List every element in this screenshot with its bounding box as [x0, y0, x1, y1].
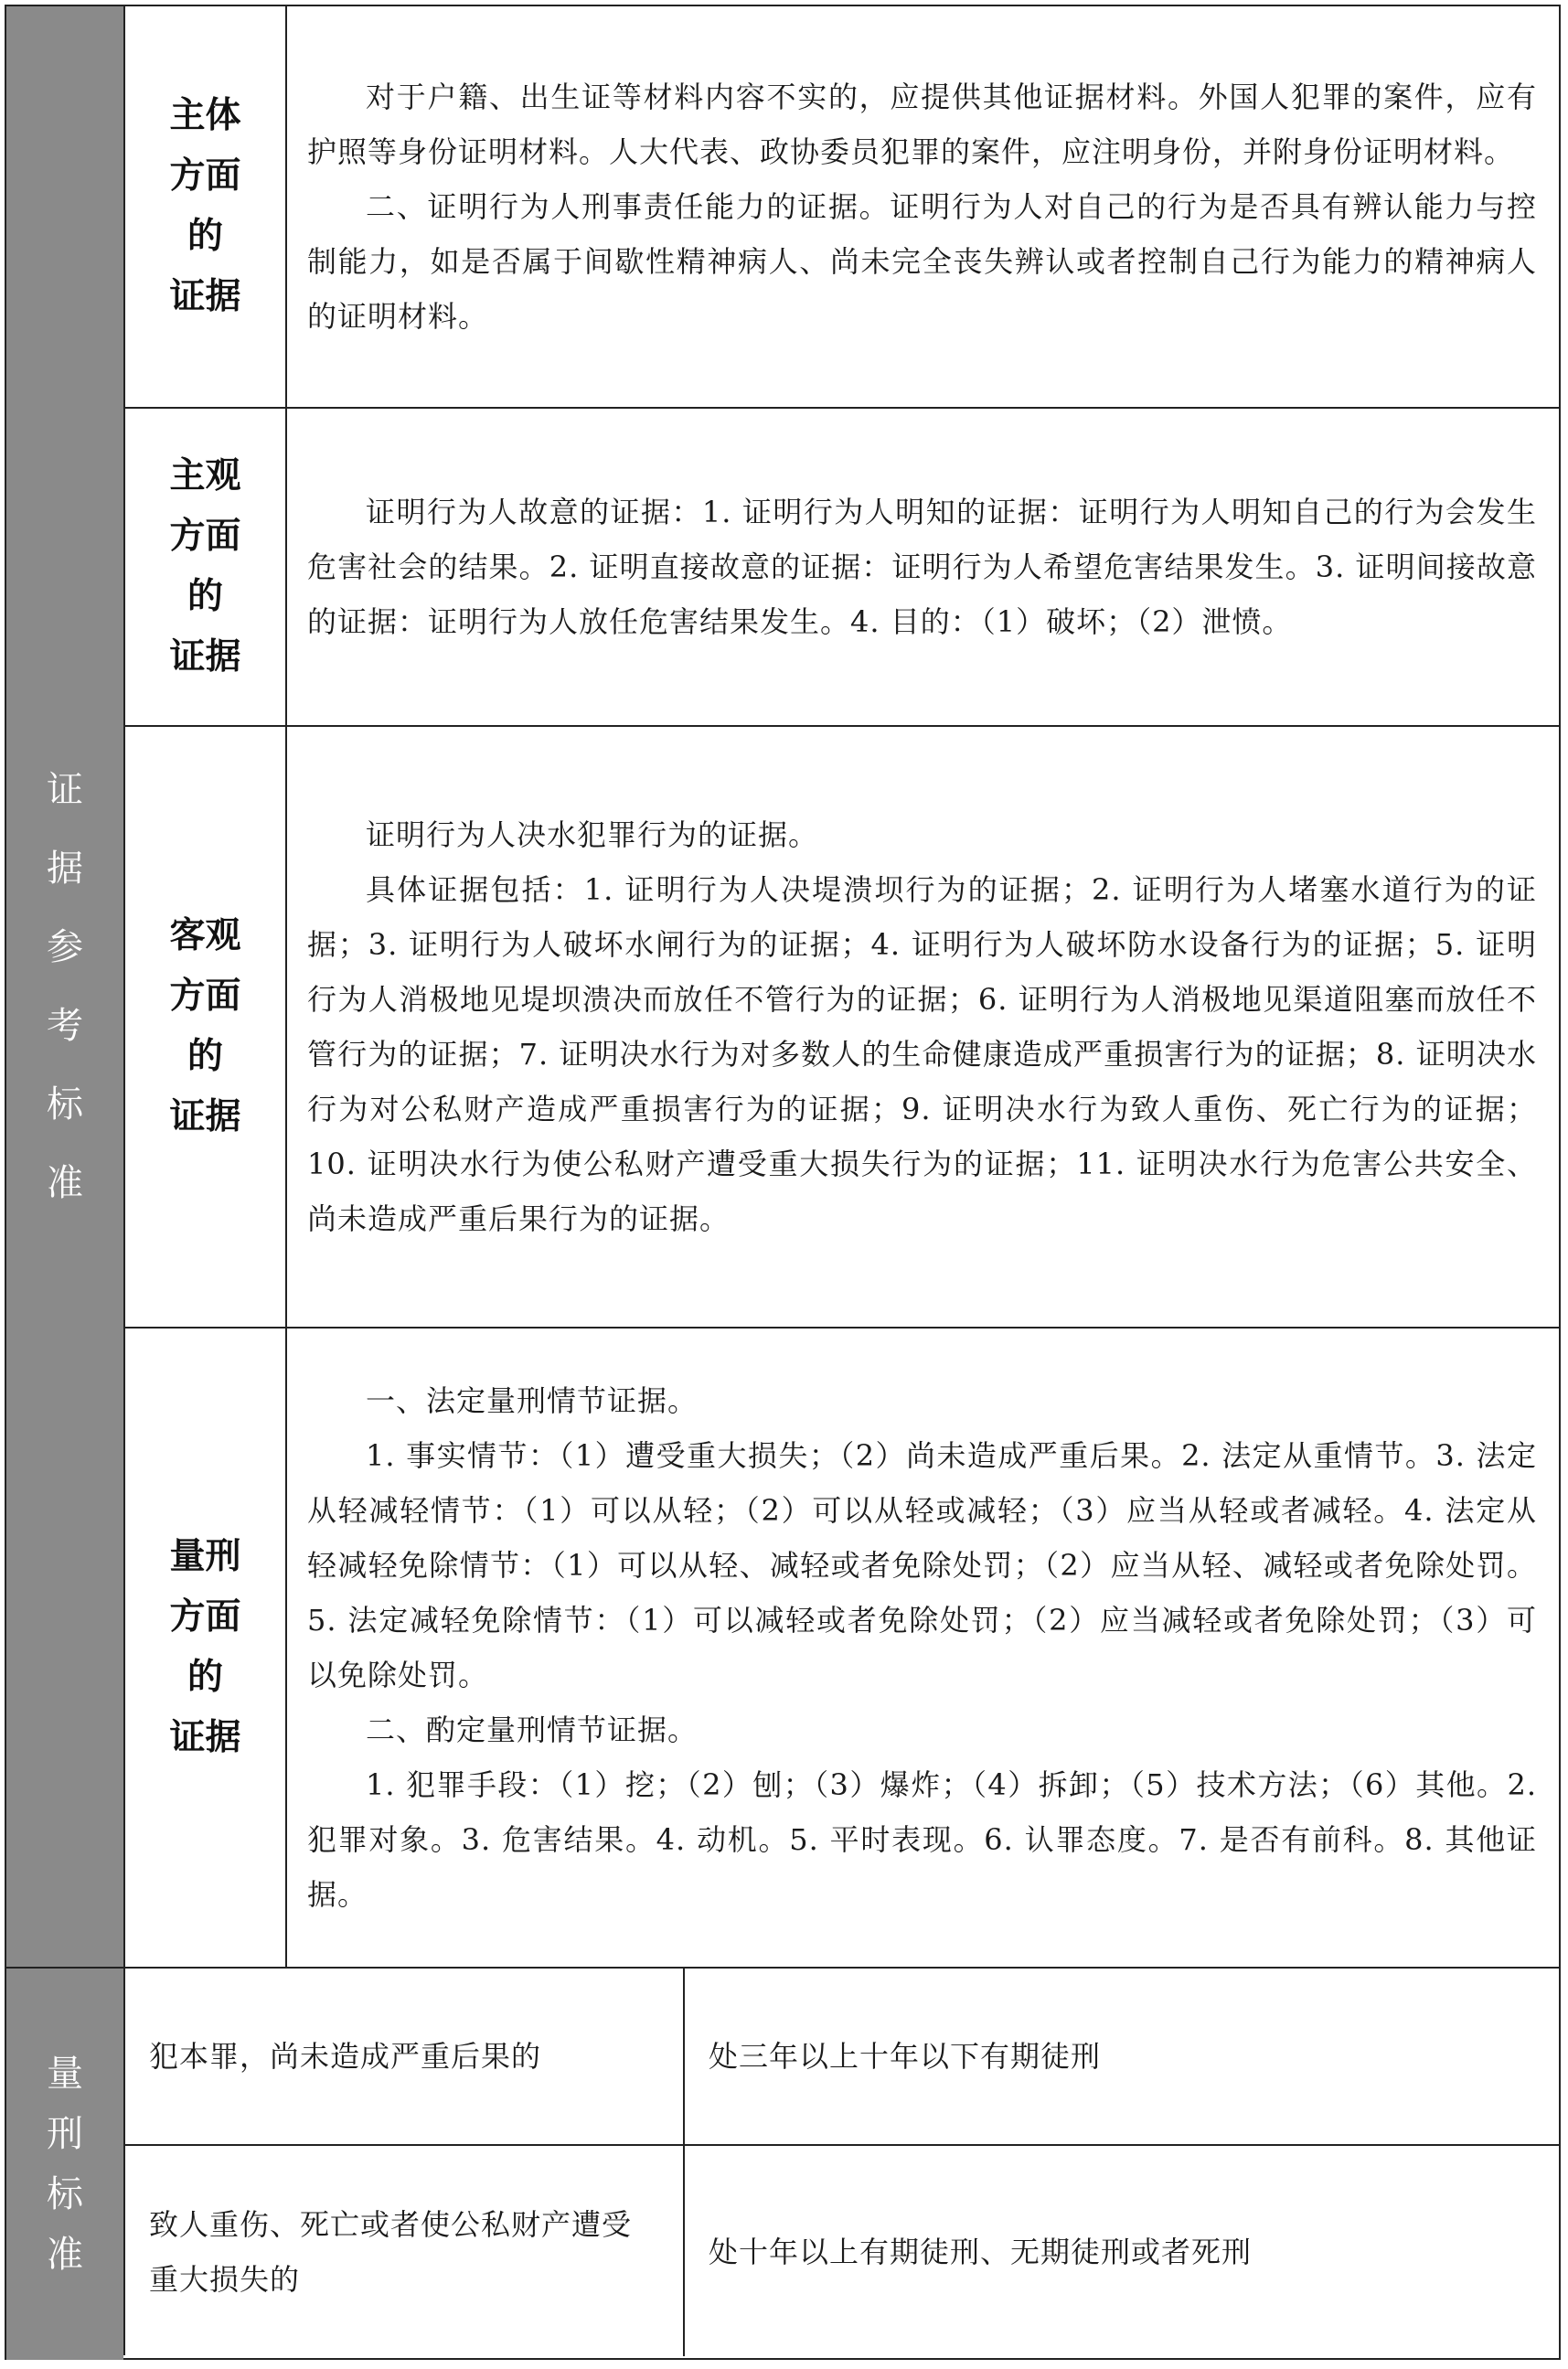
sentencing-penalty-2: 处十年以上有期徒刑、无期徒刑或者死刑 [709, 2235, 1253, 2269]
paragraph: 1. 犯罪手段：（1）挖；（2）刨；（3）爆炸；（4）拆卸；（5）技术方法；（6）其他。2. 犯罪对象。3. 危害结果。4. 动机。5. 平时表现。6. 认罪态度。7. 是否有前科。8. 其他证据。 [307, 1767, 1537, 1912]
row-content-subject [287, 6, 1561, 407]
sentencing-condition-1: 犯本罪，尚未造成严重后果的 [149, 2039, 542, 2074]
sentencing-penalty-1: 处三年以上十年以下有期徒刑 [709, 2039, 1102, 2074]
paragraph: 1. 事实情节：（1）遭受重大损失；（2）尚未造成严重后果。2. 法定从重情节。3. 法定从轻减轻情节：（1）可以从轻；（2）可以从轻或减轻；（3）应当从轻或者减轻。4. 法定从轻减轻免除情节：（1）可以从轻、减轻或者免除处罚；（2）应当从轻、减轻或者免除处罚。5. 法定减轻免除情节：（1）可以减轻或者免除处罚；（2）应当减轻或者免除处罚；（3）可以免除处罚。 [307, 1438, 1537, 1692]
paragraph: 证明行为人故意的证据：1. 证明行为人明知的证据：证明行为人明知自己的行为会发生危害社会的结果。2. 证明直接故意的证据：证明行为人希望危害结果发生。3. 证明间接故意的证据：证明行为人放任危害结果发生。4. 目的：（1）破坏；（2）泄愤。 [307, 495, 1537, 639]
side-char: 标 [47, 1083, 83, 1126]
sentencing-side-label [6, 1969, 123, 2360]
evidence-side-label [6, 6, 123, 1967]
paragraph: 对于户籍、出生证等材料内容不实的，应提供其他证据材料。外国人犯罪的案件，应有护照等身份证明材料。人大代表、政协委员犯罪的案件，应注明身份，并附身份证明材料。 [307, 80, 1537, 169]
side-char: 据 [47, 848, 83, 890]
sentencing-condition-2: 致人重伤、死亡或者使公私财产遭受重大损失的 [149, 2207, 633, 2297]
side-char: 证 [47, 769, 83, 811]
row-label-subjective: 主观 方面 的 证据 [169, 455, 241, 678]
side-char: 准 [47, 1162, 83, 1204]
row-content-objective [287, 727, 1561, 1327]
side-char: 标 [47, 2173, 83, 2215]
row-content-subjective [287, 409, 1561, 725]
paragraph: 具体证据包括：1. 证明行为人决堤溃坝行为的证据；2. 证明行为人堵塞水道行为的证据；3. 证明行为人破坏水闸行为的证据；4. 证明行为人破坏防水设备行为的证据；5. 证明行为人消极地见堤坝溃决而放任不管行为的证据；6. 证明行为人消极地见渠道阻塞而放任不管行为的证据；7. 证明决水行为对多数人的生命健康造成严重损害行为的证据；8. 证明决水行为对公私财产造成严重损害行为的证据；9. 证明决水行为致人重伤、死亡行为的证据；10. 证明决水行为使公私财产遭受重大损失行为的证据；11. 证明决水行为危害公共安全、尚未造成严重后果行为的证据。 [307, 872, 1537, 1236]
paragraph: 证明行为人决水犯罪行为的证据。 [366, 817, 819, 852]
row-label-subject: 主体 方面 的 证据 [169, 95, 241, 317]
row-label-sentencing: 量刑 方面 的 证据 [169, 1536, 241, 1758]
side-char: 刑 [47, 2113, 83, 2155]
paragraph: 二、酌定量刑情节证据。 [366, 1713, 699, 1747]
row-label-objective: 客观 方面 的 证据 [169, 915, 241, 1137]
side-char: 参 [47, 926, 83, 968]
paragraph: 二、证明行为人刑事责任能力的证据。证明行为人对自己的行为是否具有辨认能力与控制能力，如是否属于间歇性精神病人、尚未完全丧失辨认或者控制自己行为能力的精神病人的证明材料。 [307, 189, 1537, 334]
paragraph: 一、法定量刑情节证据。 [366, 1383, 699, 1418]
side-char: 考 [47, 1005, 83, 1047]
side-char: 准 [47, 2234, 83, 2276]
row-content-sentencing [287, 1329, 1561, 1967]
side-char: 量 [47, 2053, 83, 2095]
